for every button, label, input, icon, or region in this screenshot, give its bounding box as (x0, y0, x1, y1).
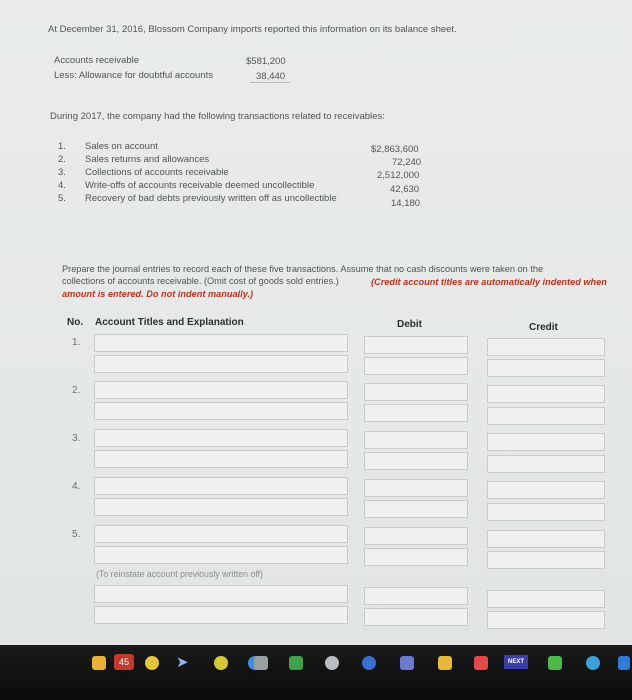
account-title-input[interactable] (94, 429, 348, 447)
entry-number: 4. (72, 481, 81, 492)
credit-input[interactable] (487, 481, 605, 499)
entry-number: 3. (72, 433, 81, 444)
numbers-icon[interactable] (289, 656, 303, 670)
credit-input[interactable] (487, 455, 605, 473)
transaction-num: 4. (58, 180, 66, 191)
entry-number: 5. (72, 529, 81, 540)
arrow-icon[interactable]: ➤ (176, 654, 189, 671)
calendar-icon[interactable] (114, 654, 134, 670)
transaction-label: Write-offs of accounts receivable deemed uncollectible (85, 180, 315, 191)
debit-input[interactable] (364, 452, 468, 470)
account-title-input[interactable] (94, 498, 348, 516)
credit-input[interactable] (487, 385, 605, 403)
next-label: NEXT (507, 659, 524, 665)
transaction-label: Sales returns and allowances (85, 154, 210, 165)
entry-number: 2. (72, 385, 81, 396)
allowance-value: 38,440 (256, 71, 286, 82)
calculator-icon[interactable] (254, 656, 268, 670)
calendar-badge: 45 (118, 657, 129, 667)
account-title-input[interactable] (94, 546, 348, 564)
debit-input[interactable] (364, 479, 468, 497)
credit-input[interactable] (487, 590, 605, 608)
debit-input[interactable] (364, 527, 468, 545)
transaction-value: 42,630 (390, 184, 420, 195)
instructions-line2b: (Credit account titles are automatically indented when (371, 277, 607, 287)
debit-input[interactable] (364, 383, 468, 401)
entry-number: 1. (72, 337, 81, 348)
debit-input[interactable] (364, 500, 468, 518)
account-title-input[interactable] (94, 355, 348, 373)
credit-input[interactable] (487, 407, 605, 425)
transaction-label: Collections of accounts receivable (85, 167, 229, 178)
credit-input[interactable] (487, 338, 605, 356)
col-debit-header: Debit (397, 319, 422, 330)
account-title-input[interactable] (94, 606, 348, 624)
debit-input[interactable] (364, 336, 468, 354)
messages-icon[interactable] (548, 656, 562, 670)
ar-label: Accounts receivable (54, 55, 140, 66)
appstore-icon[interactable] (362, 656, 376, 670)
account-title-input[interactable] (94, 585, 348, 603)
debit-input[interactable] (364, 608, 468, 626)
music-icon[interactable] (474, 656, 488, 670)
during-text: During 2017, the company had the following transactions related to receivables: (50, 111, 385, 122)
credit-input[interactable] (487, 551, 605, 569)
transaction-num: 3. (58, 167, 66, 178)
transaction-label: Sales on account (85, 141, 158, 152)
balance-underline (250, 82, 290, 83)
transaction-value: $2,863,600 (371, 144, 419, 155)
col-title-header: Account Titles and Explanation (95, 317, 244, 328)
debit-input[interactable] (364, 404, 468, 422)
debit-input[interactable] (364, 587, 468, 605)
account-title-input[interactable] (94, 525, 348, 543)
transaction-num: 2. (58, 154, 66, 165)
finder-icon[interactable] (92, 656, 106, 670)
account-title-input[interactable] (94, 381, 348, 399)
chrome-icon[interactable] (214, 656, 228, 670)
credit-input[interactable] (487, 359, 605, 377)
taskbar (0, 645, 632, 700)
col-credit-header: Credit (529, 322, 558, 333)
col-no-header: No. (67, 317, 84, 328)
instructions-line2a: collections of accounts receivable. (Omit cost of goods sold entries.) (62, 276, 339, 286)
instructions-line1: Prepare the journal entries to record each of these five transactions. Assume that no cash discounts were taken on the (62, 264, 544, 274)
settings-icon[interactable] (325, 656, 339, 670)
account-title-input[interactable] (94, 477, 348, 495)
account-title-input[interactable] (94, 450, 348, 468)
transaction-value: 72,240 (392, 157, 422, 168)
credit-input[interactable] (487, 503, 605, 521)
credit-input[interactable] (487, 530, 605, 548)
outlook-icon[interactable] (618, 656, 630, 670)
stickies-icon[interactable] (438, 656, 452, 670)
books-icon[interactable] (400, 656, 414, 670)
intro-text: At December 31, 2016, Blossom Company imports reported this information on its balance sheet. (48, 24, 457, 35)
next-button[interactable] (504, 655, 528, 669)
credit-input[interactable] (487, 433, 605, 451)
photos-icon[interactable] (145, 656, 159, 670)
debit-input[interactable] (364, 357, 468, 375)
account-title-input[interactable] (94, 402, 348, 420)
facetime-icon[interactable] (586, 656, 600, 670)
transaction-value: 14,180 (391, 198, 421, 209)
transaction-num: 5. (58, 193, 66, 204)
instructions-line3: amount is entered. Do not indent manually.) (62, 289, 254, 299)
credit-input[interactable] (487, 611, 605, 629)
transaction-num: 1. (58, 141, 66, 152)
transaction-label: Recovery of bad debts previously written off as uncollectible (85, 193, 337, 204)
allowance-label: Less: Allowance for doubtful accounts (54, 70, 213, 81)
ar-value: $581,200 (246, 56, 286, 67)
debit-input[interactable] (364, 431, 468, 449)
transaction-value: 2,512,000 (377, 170, 420, 181)
reinstate-note: (To reinstate account previously written off) (96, 569, 264, 579)
debit-input[interactable] (364, 548, 468, 566)
account-title-input[interactable] (94, 334, 348, 352)
